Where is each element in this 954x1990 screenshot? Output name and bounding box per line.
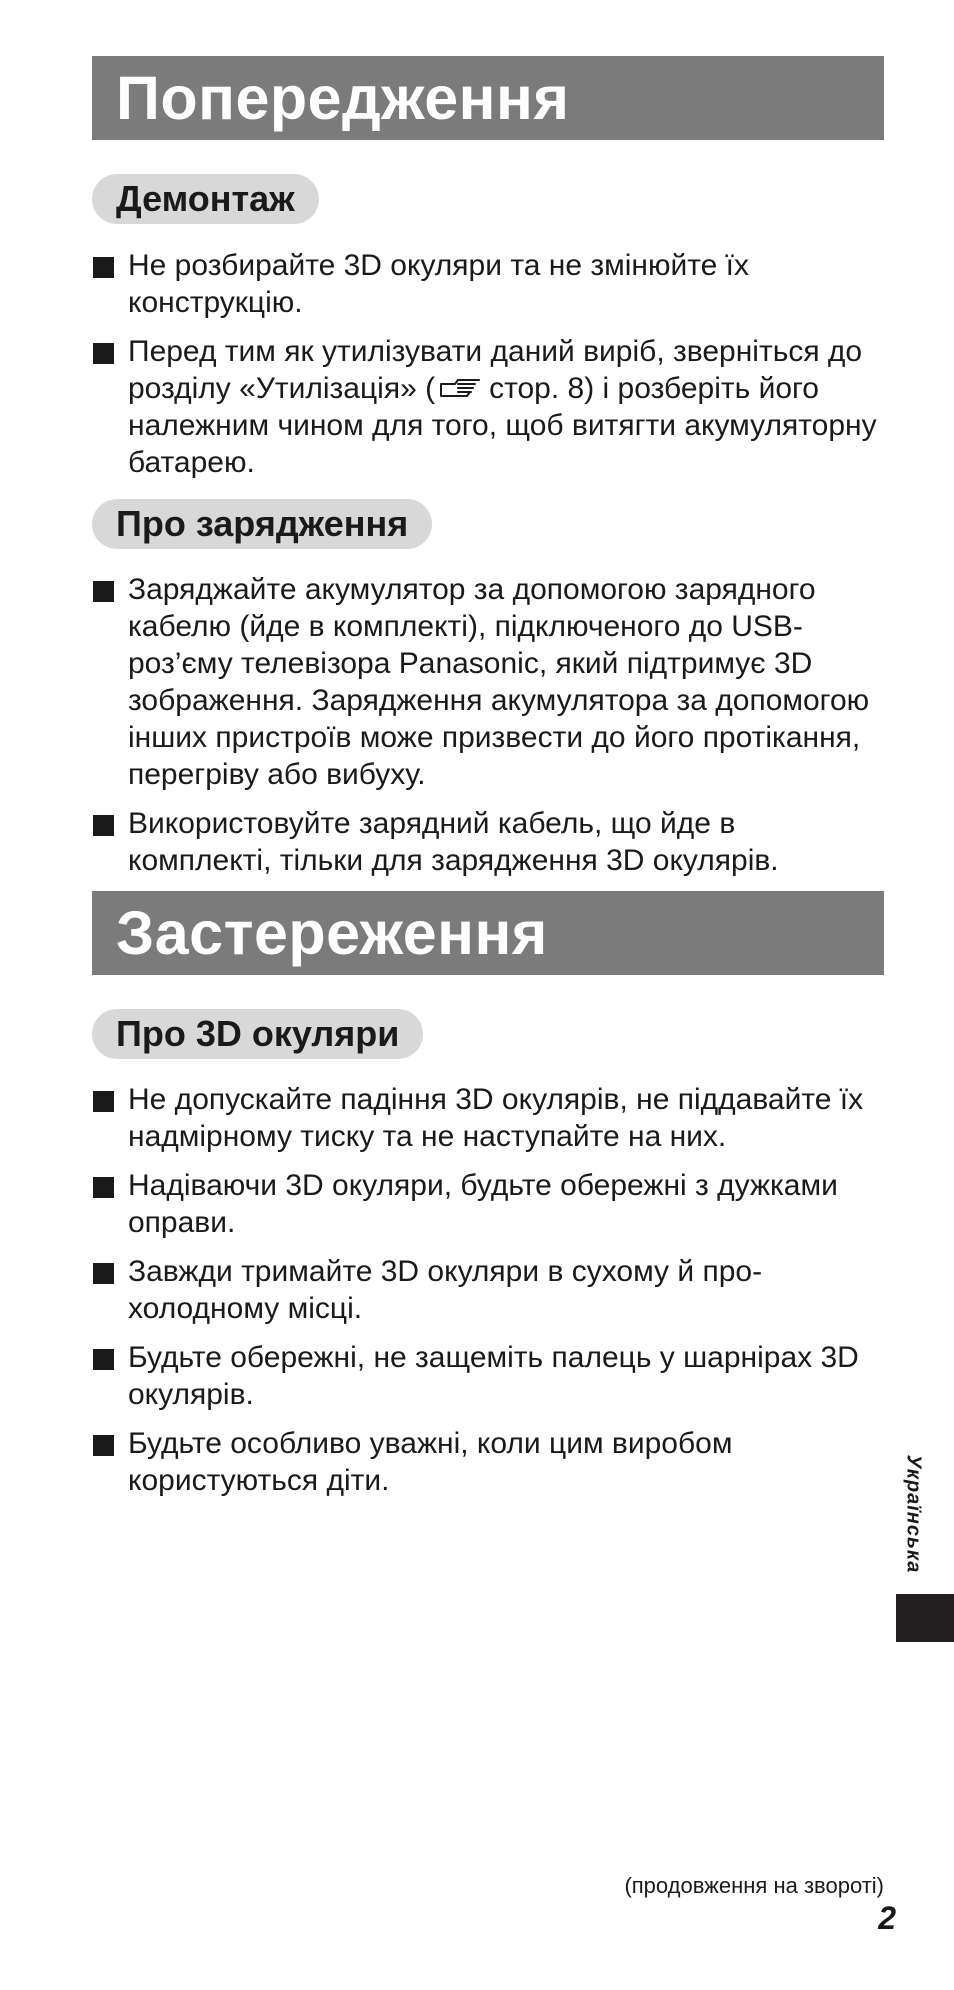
- page-content: [92, 56, 884, 1511]
- charging-subsection: [92, 499, 884, 549]
- bullet-square-icon: [93, 815, 114, 836]
- language-side-label: Українська: [902, 1454, 925, 1574]
- bullet-square-icon: [93, 1091, 114, 1112]
- caution-banner: [92, 891, 884, 975]
- language-tab-marker: [896, 1594, 954, 1642]
- bullet-square-icon: [93, 581, 114, 602]
- bullet-square-icon: [93, 1435, 114, 1456]
- bullet-square-icon: [93, 257, 114, 278]
- list-item: Не розбирайте 3D окуляри та не змінюйте їх конструкцію.: [92, 247, 884, 321]
- list-item: Будьте особливо уважні, коли цим виробом користуються діти.: [92, 1425, 884, 1499]
- bullet-square-icon: [93, 1263, 114, 1284]
- bullet-square-icon: [93, 1349, 114, 1370]
- continued-note: (продовження на звороті): [624, 1873, 884, 1898]
- disassembly-subsection: [92, 174, 884, 224]
- glasses-list: [92, 1081, 884, 1499]
- glasses-subsection: [92, 1009, 884, 1059]
- pointing-hand-icon: [439, 378, 483, 400]
- bullet-square-icon: [93, 343, 114, 364]
- list-item: Будьте обережні, не защеміть палець у шарнірах 3D окулярів.: [92, 1339, 884, 1413]
- list-item: Завжди тримайте 3D окуляри в сухому й прохолодному місці.: [92, 1253, 884, 1327]
- bullet-square-icon: [93, 1177, 114, 1198]
- list-item: Заряджайте акумулятор за допомогою зарядного кабелю (йде в комплекті), підключеного до USB-роз’єму телевізора Panasonic, який підтримує 3D зображення. Зарядження акумулятора за допомогою інших пристроїв може призвести до його протікання, перегріву або вибуху.: [92, 571, 884, 793]
- disassembly-heading: Демонтаж: [92, 174, 319, 224]
- list-item: Надіваючи 3D окуляри, будьте обережні з дужками оправи.: [92, 1167, 884, 1241]
- glasses-heading: Про 3D окуляри: [92, 1009, 423, 1059]
- charging-list: [92, 571, 884, 879]
- warning-title: Попередження: [116, 64, 570, 132]
- caution-title: Застереження: [116, 899, 548, 967]
- disassembly-list: [92, 247, 884, 481]
- warning-banner: [92, 56, 884, 140]
- charging-heading: Про зарядження: [92, 499, 432, 549]
- list-item: Перед тим як утилізувати даний виріб, зверніться до розділу «Утилізація» ( стор. 8) і розберіть його належним чином для того, щоб витягти акумуляторну батарею.: [92, 333, 884, 481]
- list-item: Не допускайте падіння 3D окулярів, не піддавайте їх надмірному тиску та не наступайте на них.: [92, 1081, 884, 1155]
- page-number: 2: [878, 1900, 896, 1936]
- list-item: Використовуйте зарядний кабель, що йде в комплекті, тільки для зарядження 3D окулярів.: [92, 805, 884, 879]
